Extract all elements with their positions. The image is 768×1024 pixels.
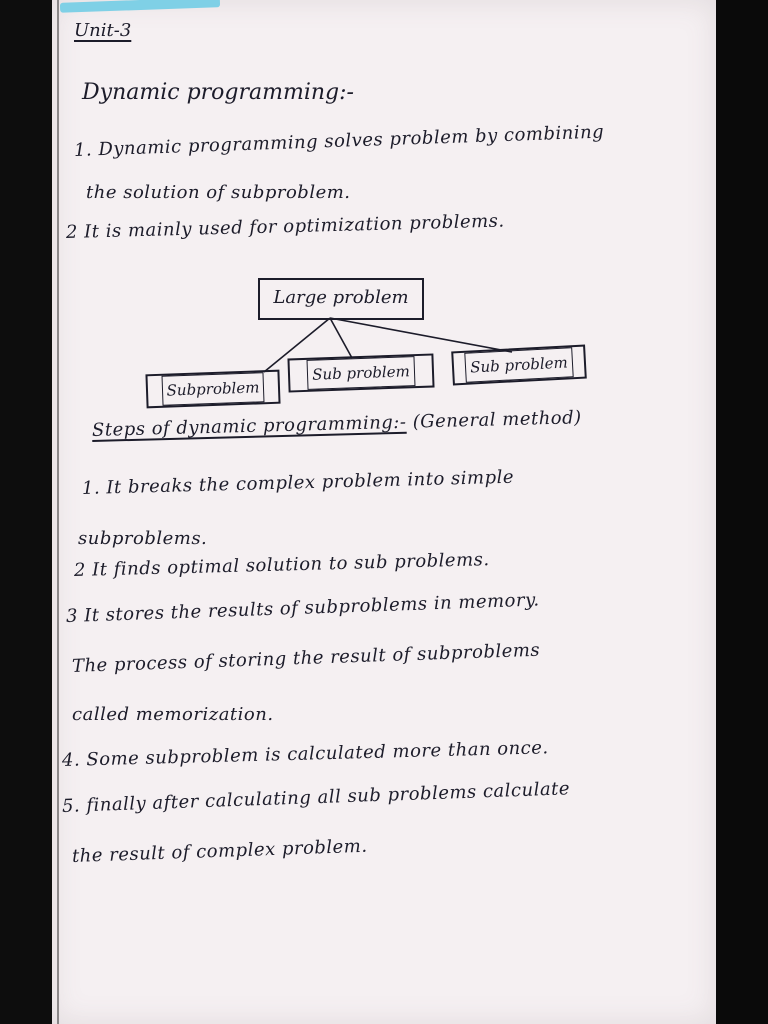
steps-line-6: called memorization. [72, 704, 274, 725]
diagram-child-label-1: Subproblem [161, 372, 265, 406]
diagram-child-box-2 [287, 353, 434, 392]
steps-title: Steps of dynamic programming:- [91, 411, 407, 441]
steps-title-note: (General method) [412, 407, 582, 433]
diagram-child-label-2: Sub problem [307, 356, 416, 390]
diagram-child-box-1 [145, 370, 280, 409]
intro-point-1-line-1: 1. Dynamic programming solves problem by combining [73, 121, 605, 161]
steps-line-3: 2 It finds optimal solution to sub problems. [73, 549, 490, 581]
steps-line-4: 3 It stores the results of subproblems in memory. [65, 589, 540, 627]
diagram-root-box: Large problem [258, 278, 424, 320]
diagram-child-label-3: Sub problem [464, 347, 573, 383]
steps-line-2: subproblems. [78, 528, 208, 549]
steps-line-1: 1. It breaks the complex problem into simple [81, 466, 515, 499]
steps-line-9: the result of complex problem. [71, 835, 368, 867]
intro-point-2: 2 It is mainly used for optimization problems. [65, 210, 505, 243]
scan-left-border [0, 0, 52, 1024]
diagram-child-box-3 [451, 345, 587, 386]
connector-3 [330, 318, 512, 352]
steps-line-7: 4. Some subproblem is calculated more than once. [61, 737, 549, 771]
scan-right-border [716, 0, 768, 1024]
page-heading: Dynamic programming:- [82, 80, 354, 105]
connector-2 [330, 318, 352, 358]
unit-label: Unit-3 [74, 20, 132, 41]
intro-point-1-line-2: the solution of subproblem. [86, 182, 351, 203]
notebook-page [52, 0, 716, 1024]
steps-line-8: 5. finally after calculating all sub problems calculate [61, 778, 571, 817]
steps-line-5: The process of storing the result of subproblems [71, 639, 541, 677]
